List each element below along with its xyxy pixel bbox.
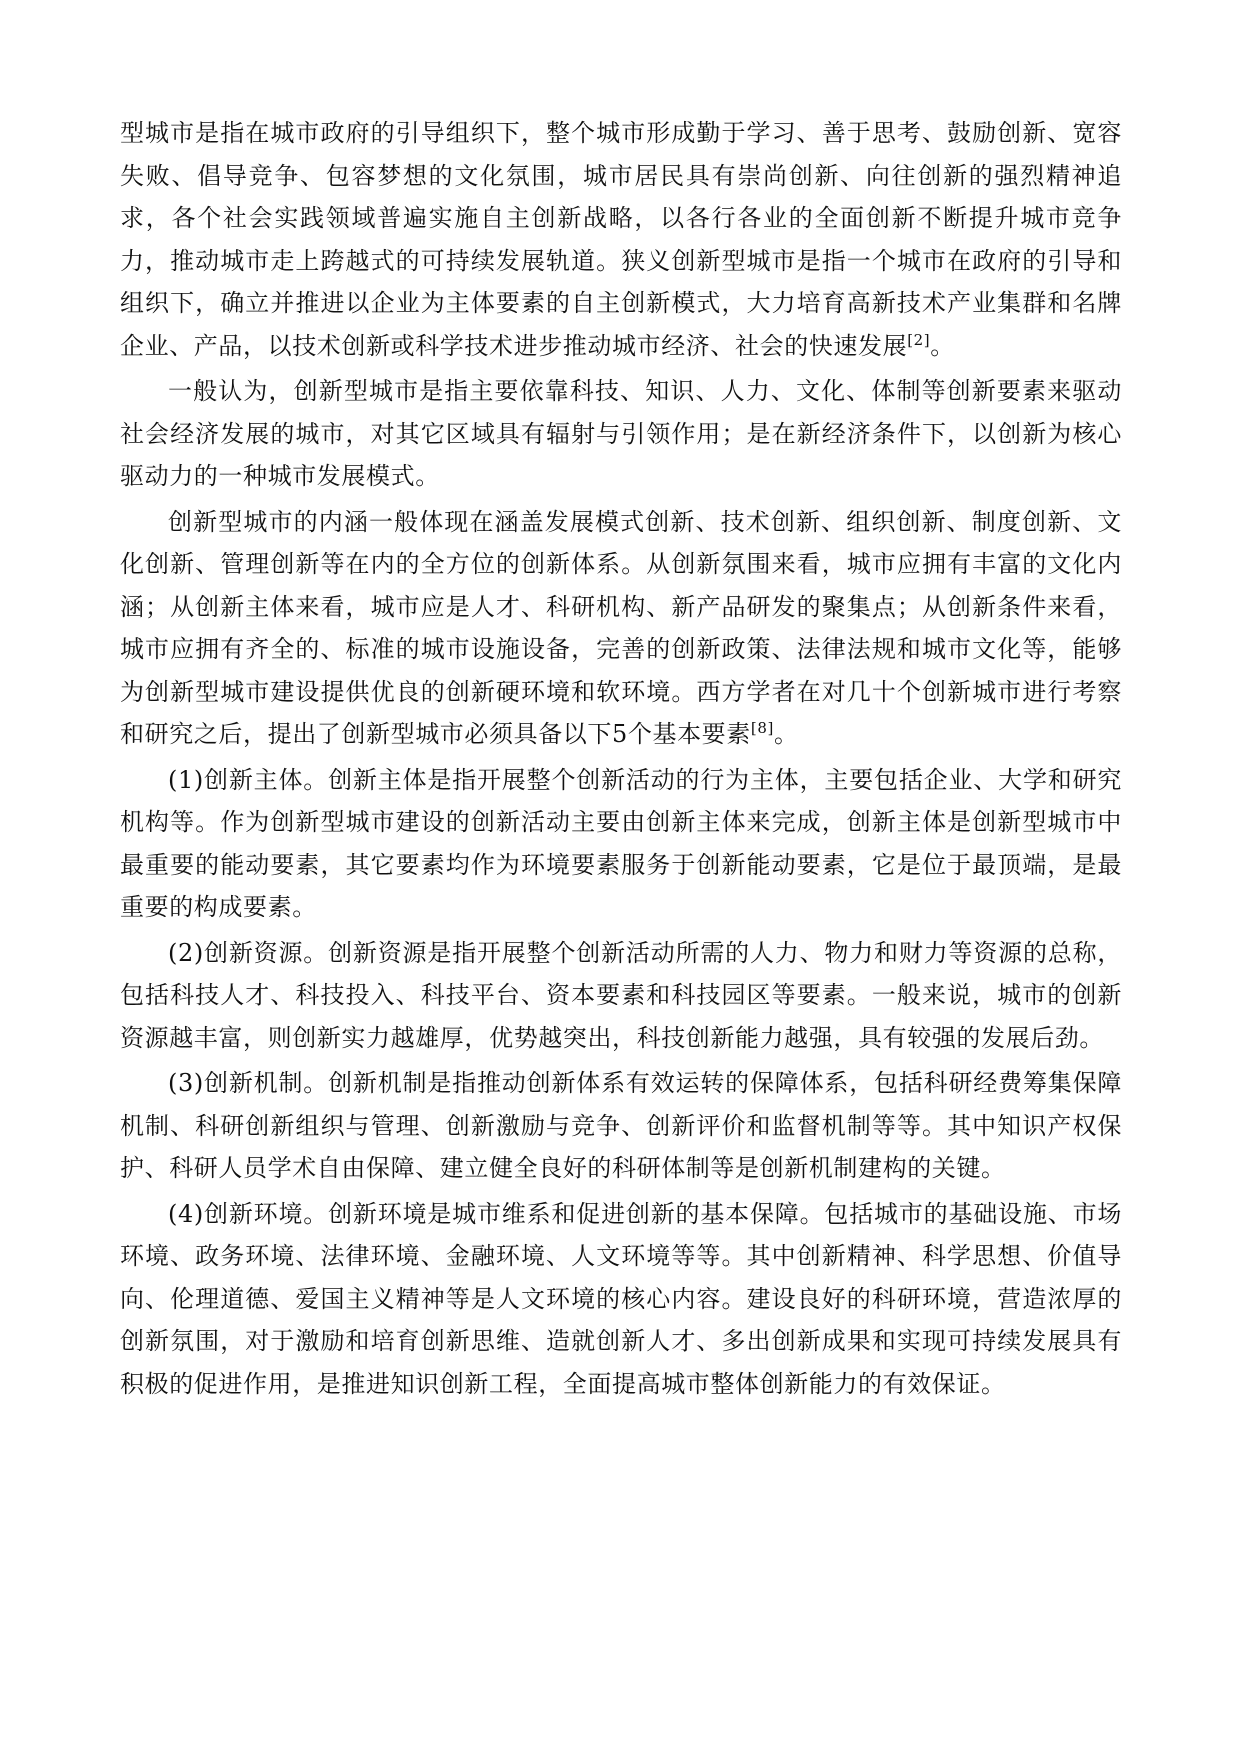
paragraph-tail: 。 [773, 720, 799, 748]
paragraph-innovative-city-definition [120, 112, 1122, 367]
paragraph-text: (4)创新环境。创新环境是城市维系和促进创新的基本保障。包括城市的基础设施、市场环境、政务环境、法律环境、金融环境、人文环境等等。其中创新精神、科学思想、价值导向、伦理道德、爱国主义精神等是人文环境的核心内容。建设良好的科研环境，营造浓厚的创新氛围，对于激励和培育创新思维、造就创新人才、多出创新成果和实现可持续发展具有积极的促进作用，是推进知识创新工程，全面提高城市整体创新能力的有效保证。 [120, 1199, 1122, 1398]
paragraph-innovation-subject [120, 759, 1122, 929]
paragraph-text: (1)创新主体。创新主体是指开展整个创新活动的行为主体，主要包括企业、大学和研究机构等。作为创新型城市建设的创新活动主要由创新主体来完成，创新主体是创新型城市中最重要的能动要素，其它要素均作为环境要素服务于创新能动要素，它是位于最顶端，是最重要的构成要素。 [120, 765, 1122, 921]
paragraph-text: 一般认为，创新型城市是指主要依靠科技、知识、人力、文化、体制等创新要素来驱动社会经济发展的城市，对其它区域具有辐射与引领作用；是在新经济条件下，以创新为核心驱动力的一种城市发展模式。 [120, 377, 1122, 490]
citation-ref: [2] [907, 330, 931, 349]
citation-ref: [8] [750, 719, 774, 737]
document-page [120, 112, 1122, 1405]
paragraph-text: (2)创新资源。创新资源是指开展整个创新活动所需的人力、物力和财力等资源的总称，包括科技人才、科技投入、科技平台、资本要素和科技园区等要素。一般来说，城市的创新资源越丰富，则创新实力越雄厚，优势越突出，科技创新能力越强，具有较强的发展后劲。 [120, 938, 1122, 1052]
paragraph-connotation [120, 501, 1122, 756]
paragraph-innovation-mechanism [120, 1062, 1122, 1190]
paragraph-general-view [120, 370, 1122, 498]
paragraph-innovation-resources [120, 932, 1122, 1060]
paragraph-tail: 。 [930, 331, 955, 360]
paragraph-innovation-environment [120, 1193, 1122, 1406]
paragraph-text: (3)创新机制。创新机制是指推动创新体系有效运转的保障体系，包括科研经费筹集保障机制、科研创新组织与管理、创新激励与竞争、创新评价和监督机制等等。其中知识产权保护、科研人员学术自由保障、建立健全良好的科研体制等是创新机制建构的关键。 [120, 1069, 1122, 1182]
paragraph-text: 型城市是指在城市政府的引导组织下，整个城市形成勤于学习、善于思考、鼓励创新、宽容失败、倡导竞争、包容梦想的文化氛围，城市居民具有崇尚创新、向往创新的强烈精神追求，各个社会实践领域普遍实施自主创新战略，以各行各业的全面创新不断提升城市竞争力，推动城市走上跨越式的可持续发展轨道。狭义创新型城市是指一个城市在政府的引导和组织下，确立并推进以企业为主体要素的自主创新模式，大力培育高新技术产业集群和名牌企业、产品，以技术创新或科学技术进步推动城市经济、社会的快速发展 [120, 119, 1122, 360]
paragraph-text: 创新型城市的内涵一般体现在涵盖发展模式创新、技术创新、组织创新、制度创新、文化创新、管理创新等在内的全方位的创新体系。从创新氛围来看，城市应拥有丰富的文化内涵；从创新主体来看，城市应是人才、科研机构、新产品研发的聚集点；从创新条件来看，城市应拥有齐全的、标准的城市设施设备，完善的创新政策、法律法规和城市文化等，能够为创新型城市建设提供优良的创新硬环境和软环境。西方学者在对几十个创新城市进行考察和研究之后，提出了创新型城市必须具备以下5个基本要素 [120, 507, 1122, 748]
